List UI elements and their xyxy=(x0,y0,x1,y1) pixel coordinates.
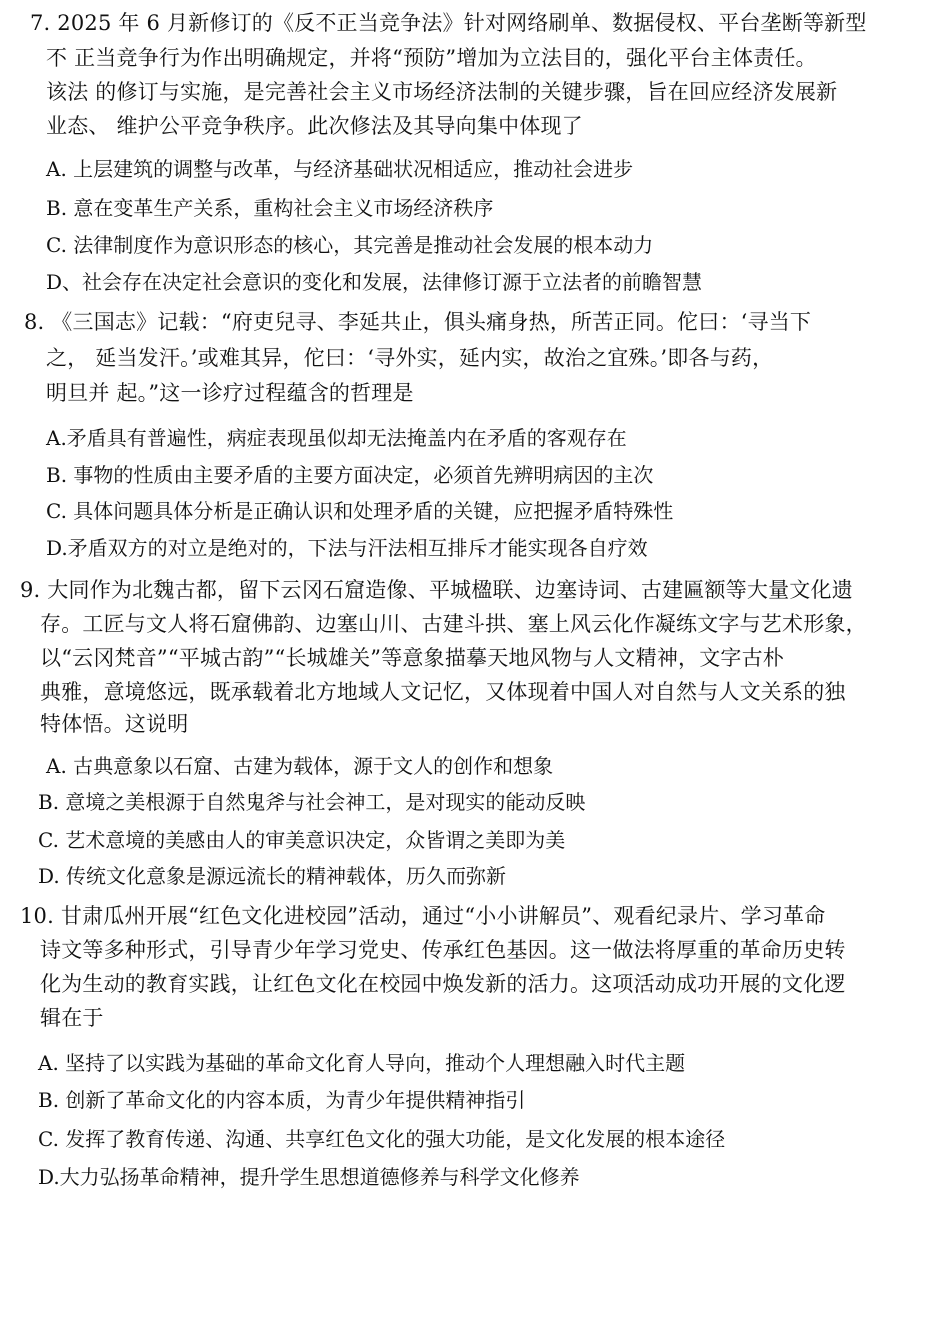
question-stem-line: 之， 延当发汗。’或难其异，佗曰：‘寻外实，延内实，故治之宜殊。’即各与药， xyxy=(46,346,774,370)
option-b[interactable]: B. 意境之美根源于自然鬼斧与社会神工，是对现实的能动反映 xyxy=(38,790,586,814)
question-stem-line: 以“云冈梵音”“平城古韵”“长城雄关”等意象描摹天地风物与人文精神，文字古朴 xyxy=(40,646,785,670)
question-stem-line: 辑在于 xyxy=(40,1006,104,1030)
option-b[interactable]: B. 意在变革生产关系，重构社会主义市场经济秩序 xyxy=(46,196,494,220)
option-a[interactable]: A.矛盾具有普遍性，病症表现虽似却无法掩盖内在矛盾的客观存在 xyxy=(46,426,627,450)
option-d[interactable]: D、社会存在决定社会意识的变化和发展，法律修订源于立法者的前瞻智慧 xyxy=(46,270,703,294)
question-stem-line: 8. 《三国志》记载：“府吏兒寻、李延共止，俱头痛身热，所苦正同。佗曰：‘寻当下 xyxy=(24,310,812,334)
question-stem-line: 该法 的修订与实施，是完善社会主义市场经济法制的关键步骤，旨在回应经济发展新 xyxy=(46,80,838,104)
option-c[interactable]: C. 艺术意境的美感由人的审美意识决定，众皆谓之美即为美 xyxy=(38,828,566,852)
option-a[interactable]: A. 坚持了以实践为基础的革命文化育人导向，推动个人理想融入时代主题 xyxy=(38,1051,686,1075)
option-c[interactable]: C. 具体问题具体分析是正确认识和处理矛盾的关键，应把握矛盾特殊性 xyxy=(46,499,674,523)
question-stem-line: 特体悟。这说明 xyxy=(40,712,189,736)
question-stem-line: 9. 大同作为北魏古都，留下云冈石窟造像、平城楹联、边塞诗词、古建匾额等大量文化遗 xyxy=(20,578,853,602)
option-d[interactable]: D.大力弘扬革命精神，提升学生思想道德修养与科学文化修养 xyxy=(38,1165,580,1189)
question-stem-line: 7. 2025 年 6 月新修订的《反不正当竞争法》针对网络刷单、数据侵权、平台垄断等新型 xyxy=(30,11,867,35)
option-a[interactable]: A. 古典意象以石窟、古建为载体，源于文人的创作和想象 xyxy=(46,754,554,778)
option-b[interactable]: B. 创新了革命文化的内容本质，为青少年提供精神指引 xyxy=(38,1088,526,1112)
option-d[interactable]: D.矛盾双方的对立是绝对的，下法与汗法相互排斥才能实现各自疗效 xyxy=(46,536,648,560)
question-stem-line: 存。工匠与文人将石窟佛韵、边塞山川、古建斗拱、塞上风云化作凝练文字与艺术形象， xyxy=(40,612,867,636)
question-stem-line: 典雅，意境悠远，既承载着北方地域人文记忆，又体现着中国人对自然与人文关系的独 xyxy=(40,680,846,704)
option-a[interactable]: A. 上层建筑的调整与改革，与经济基础状况相适应，推动社会进步 xyxy=(46,157,634,181)
question-stem-line: 化为生动的教育实践，让红色文化在校园中焕发新的活力。这项活动成功开展的文化逻 xyxy=(40,972,846,996)
question-stem-line: 10. 甘肃瓜州开展“红色文化进校园”活动，通过“小小讲解员”、观看纪录片、学习革命 xyxy=(20,904,826,928)
question-stem-line: 明旦并 起。”这一诊疗过程蕴含的哲理是 xyxy=(46,381,414,405)
option-d[interactable]: D. 传统文化意象是源远流长的精神载体，历久而弥新 xyxy=(38,864,507,888)
question-stem-line: 不 正当竞争行为作出明确规定，并将“预防”增加为立法目的，强化平台主体责任。 xyxy=(46,46,817,70)
option-b[interactable]: B. 事物的性质由主要矛盾的主要方面决定，必须首先辨明病因的主次 xyxy=(46,463,654,487)
option-c[interactable]: C. 发挥了教育传递、沟通、共享红色文化的强大功能，是文化发展的根本途径 xyxy=(38,1127,726,1151)
option-c[interactable]: C. 法律制度作为意识形态的核心，其完善是推动社会发展的根本动力 xyxy=(46,233,654,257)
question-stem-line: 业态、 维护公平竞争秩序。此次修法及其导向集中体现了 xyxy=(46,114,583,138)
question-stem-line: 诗文等多种形式，引导青少年学习党史、传承红色基因。这一做法将厚重的革命历史转 xyxy=(40,938,846,962)
